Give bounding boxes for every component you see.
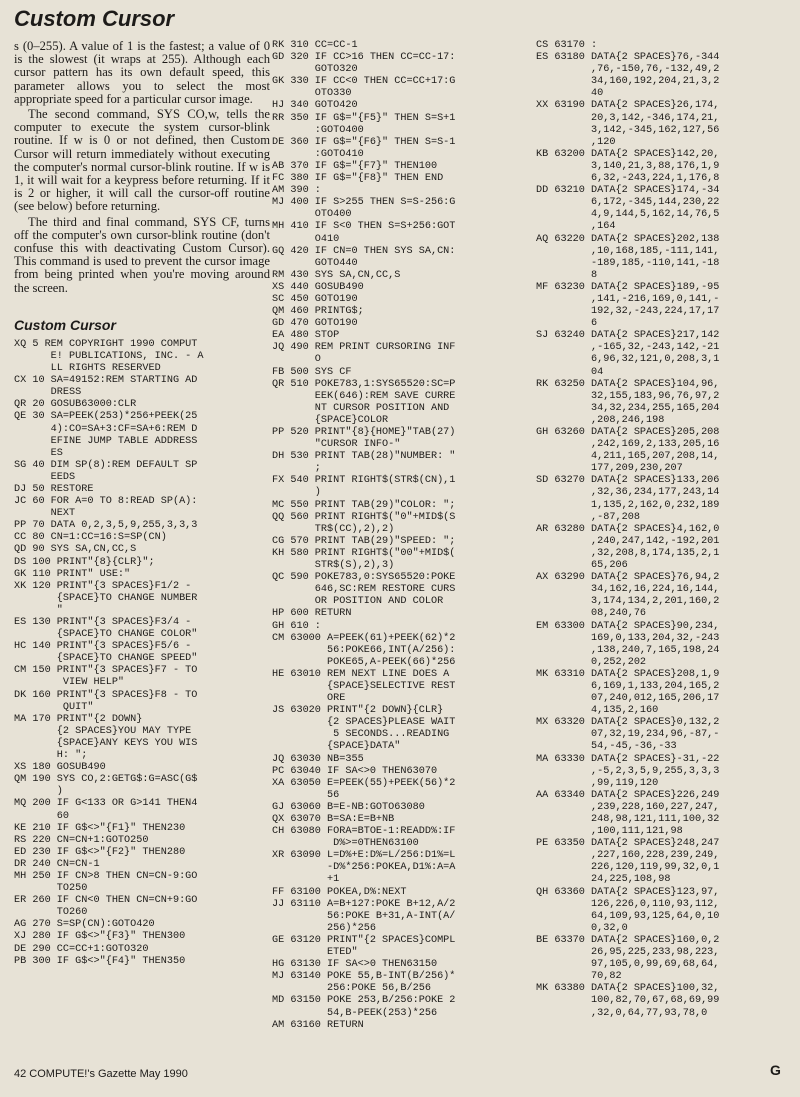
listing-line: 54,B-PEEK(253)*256 bbox=[272, 1007, 438, 1019]
listing-line: 646,SC:REM RESTORE CURS bbox=[272, 584, 456, 596]
listing-line: EEDS bbox=[14, 471, 76, 483]
listing-line: GE 63120 PRINT"{2 SPACES}COMPL bbox=[272, 934, 456, 946]
listing-line: ) bbox=[272, 487, 321, 499]
listing-line: ,32,0,64,77,93,78,0 bbox=[536, 1007, 708, 1019]
listing-line: CM 63000 A=PEEK(61)+PEEK(62)*2 bbox=[272, 632, 456, 644]
listing-line: POKE65,A-PEEK(66)*256 bbox=[272, 656, 456, 668]
listing-line: DS 100 PRINT"{8}{CLR}"; bbox=[14, 556, 155, 568]
listing-line: XK 120 PRINT"{3 SPACES}F1/2 - bbox=[14, 580, 192, 592]
listing-line: 97,105,0,99,69,68,64, bbox=[536, 959, 720, 971]
listing-line: KH 580 PRINT RIGHT$("00"+MID$( bbox=[272, 547, 456, 559]
listing-line: 177,209,230,207 bbox=[536, 463, 683, 475]
listing-line: O410 bbox=[272, 233, 340, 245]
listing-line: GOTO440 bbox=[272, 257, 358, 269]
listing-line: 226,120,119,99,32,0,1 bbox=[536, 862, 720, 874]
listing-line: DJ 50 RESTORE bbox=[14, 483, 94, 495]
listing-line: +1 bbox=[272, 874, 340, 886]
listing-line: CG 570 PRINT TAB(29)"SPEED: "; bbox=[272, 535, 456, 547]
listing-line: OTO330 bbox=[272, 88, 352, 100]
listing-line: 60 bbox=[14, 810, 70, 822]
listing-line: 4,9,144,5,162,14,76,5 bbox=[536, 209, 720, 221]
listing-line: :GOTO400 bbox=[272, 124, 364, 136]
listing-line: " bbox=[14, 604, 63, 616]
listing-line: 32,155,183,96,76,97,2 bbox=[536, 390, 720, 402]
listing-line: QE 30 SA=PEEK(253)*256+PEEK(25 bbox=[14, 411, 198, 423]
listing-line: 4):CO=SA+3:CF=SA+6:REM D bbox=[14, 423, 198, 435]
listing-line: 08,240,76 bbox=[536, 608, 647, 620]
listing-line: QM 460 PRINTG$; bbox=[272, 306, 364, 318]
listing-line: RK 63250 DATA{2 SPACES}104,96, bbox=[536, 378, 720, 390]
listing-line: ES 130 PRINT"{3 SPACES}F3/4 - bbox=[14, 617, 192, 629]
listing-line: MK 63310 DATA{2 SPACES}208,1,9 bbox=[536, 668, 720, 680]
listing-line: 40 bbox=[536, 88, 604, 100]
listing-line: KB 63200 DATA{2 SPACES}142,20, bbox=[536, 148, 720, 160]
listing-line: KE 210 IF G$<>"{F1}" THEN230 bbox=[14, 822, 186, 834]
listing-line: ,141,-216,169,0,141,- bbox=[536, 293, 720, 305]
listing-line: QC 590 POKE783,0:SYS65520:POKE bbox=[272, 572, 456, 584]
listing-line: GH 63260 DATA{2 SPACES}205,208 bbox=[536, 427, 720, 438]
listing-line: JS 63020 PRINT"{2 DOWN}{CLR} bbox=[272, 705, 444, 717]
listing-line: {SPACE}TO CHANGE SPEED" bbox=[14, 653, 198, 665]
listing-line: ES bbox=[14, 447, 63, 459]
column-middle bbox=[272, 40, 534, 1032]
listing-line: AB 370 IF G$="{F7}" THEN100 bbox=[272, 160, 438, 172]
listing-line: 24,225,108,98 bbox=[536, 874, 671, 886]
listing-line: PC 63040 IF SA<>0 THEN63070 bbox=[272, 765, 438, 777]
listing-line: HG 63130 IF SA<>0 THEN63150 bbox=[272, 959, 438, 971]
listing-line: ER 260 IF CN<0 THEN CN=CN+9:GO bbox=[14, 895, 198, 907]
listing-line: ,164 bbox=[536, 221, 616, 233]
article-paragraph: The second command, SYS CO,w, tells the computer to execute the system cursor-blink routine. If w is 0 or not defined, then Custom Cursor will return immediately without executing the computer's normal cursor-blink routine. If w is 1, it will wait for a keypress before returning. If it is 2 or higher, it will call the cursor-off routine (see below) before returning. bbox=[14, 107, 270, 214]
listing-line: ,-165,32,-243,142,-21 bbox=[536, 342, 720, 354]
listing-line: SJ 63240 DATA{2 SPACES}217,142 bbox=[536, 330, 720, 342]
listing-line: 3,140,21,3,88,176,1,9 bbox=[536, 160, 720, 172]
listing-line: D%>=0THEN63100 bbox=[272, 838, 419, 850]
listing-line: O bbox=[272, 354, 321, 366]
article-paragraph: s (0–255). A value of 1 is the fastest; a value of 0 is the slowest (it wraps at 255). Although each cursor pattern has its own default speed, this parameter allows you to select the most appropriate speed for a particular cursor image. bbox=[14, 39, 270, 106]
gazette-mark: G bbox=[770, 1062, 781, 1078]
listing-line: QUIT" bbox=[14, 701, 94, 713]
page-footer: 42 COMPUTE!'s Gazette May 1990 bbox=[14, 1068, 188, 1080]
listing-line: JC 60 FOR A=0 TO 8:READ SP(A): bbox=[14, 496, 198, 508]
listing-line: 56:POKE66,INT(A/256): bbox=[272, 644, 456, 656]
listing-line: EFINE JUMP TABLE ADDRESS bbox=[14, 435, 198, 447]
listing-line: CX 10 SA=49152:REM STARTING AD bbox=[14, 375, 198, 387]
listing-line: CC 80 CN=1:CC=16:S=SP(CN) bbox=[14, 532, 167, 544]
listing-line: "CURSOR INFO-" bbox=[272, 439, 401, 451]
listing-line: ,242,169,2,133,205,16 bbox=[536, 439, 720, 451]
listing-line: 56:POKE B+31,A-INT(A/ bbox=[272, 910, 456, 922]
listing-line: HJ 340 GOTO420 bbox=[272, 100, 358, 112]
listing-line: ,-5,2,3,5,9,255,3,3,3 bbox=[536, 765, 720, 777]
listing-line: DK 160 PRINT"{3 SPACES}F8 - TO bbox=[14, 689, 198, 701]
listing-line: GJ 63060 B=E-NB:GOTO63080 bbox=[272, 801, 425, 813]
listing-line: RR 350 IF G$="{F5}" THEN S=S+1 bbox=[272, 112, 456, 124]
listing-line: 8 bbox=[536, 269, 598, 281]
listing-line: DE 290 CC=CC+1:GOTO320 bbox=[14, 943, 149, 955]
listing-line: {SPACE}DATA" bbox=[272, 741, 401, 753]
listing-line: ,208,246,198 bbox=[536, 414, 665, 426]
listing-line: XR 63090 L=D%+E:D%=L/256:D1%=L bbox=[272, 850, 456, 862]
listing-line: PP 70 DATA 0,2,3,5,9,255,3,3,3 bbox=[14, 520, 198, 532]
listing-line: 256)*256 bbox=[272, 922, 376, 934]
listing-line: SC 450 GOTO190 bbox=[272, 293, 358, 305]
listing-line: ORE bbox=[272, 693, 346, 705]
listing-line: :GOTO410 bbox=[272, 148, 364, 160]
column-left bbox=[14, 40, 270, 968]
listing-line: PB 300 IF G$<>"{F4}" THEN350 bbox=[14, 955, 186, 967]
listing-line: XJ 280 IF G$<>"{F3}" THEN300 bbox=[14, 931, 186, 943]
listing-line: GQ 420 IF CN=0 THEN SYS SA,CN: bbox=[272, 245, 456, 257]
listing-line: ,76,-150,76,-132,49,2 bbox=[536, 64, 720, 76]
listing-line: MJ 63140 POKE 55,B-INT(B/256)* bbox=[272, 971, 456, 983]
listing-line: 65,206 bbox=[536, 560, 628, 572]
listing-line: ,-87,208 bbox=[536, 511, 640, 523]
listing-line: ,10,168,185,-111,141, bbox=[536, 245, 720, 257]
listing-line: DRESS bbox=[14, 387, 82, 399]
listing-line: OR POSITION AND COLOR bbox=[272, 596, 444, 608]
listing-line: CS 63170 : bbox=[536, 40, 598, 51]
column-right bbox=[536, 40, 794, 1020]
listing-line: 5 SECONDS...READING bbox=[272, 729, 450, 741]
listing-line: 70,82 bbox=[536, 971, 622, 983]
listing-line: ETED" bbox=[272, 947, 358, 959]
listing-line: 3,142,-345,162,127,56 bbox=[536, 124, 720, 136]
listing-line: QR 510 POKE783,1:SYS65520:SC=P bbox=[272, 378, 456, 390]
listing-title: Custom Cursor bbox=[14, 316, 116, 333]
article-body bbox=[14, 40, 270, 295]
listing-line: PP 520 PRINT"{8}{HOME}"TAB(27) bbox=[272, 427, 456, 438]
listing-line: ; bbox=[272, 463, 321, 475]
listing-line: PE 63350 DATA{2 SPACES}248,247 bbox=[536, 838, 720, 850]
listing-line: CH 63080 FORA=BTOE-1:READD%:IF bbox=[272, 826, 456, 838]
article-paragraph: The third and final command, SYS CF, turns off the computer's own cursor-blink routine (don't confuse this with deactivating Custom Cursor). This command is used to prevent the cursor image from being printed when you're moving around the screen. bbox=[14, 214, 270, 295]
listing-line: TR$(CC),2),2) bbox=[272, 523, 395, 535]
listing-line: EA 480 STOP bbox=[272, 330, 340, 342]
listing-line: 4,211,165,207,208,14, bbox=[536, 451, 720, 463]
listing-line: HP 600 RETURN bbox=[272, 608, 352, 620]
listing-line: 54,-45,-36,-33 bbox=[536, 741, 677, 753]
program-listing-col2 bbox=[272, 40, 534, 1032]
listing-line: 0,32,0 bbox=[536, 922, 628, 934]
listing-line: FB 500 SYS CF bbox=[272, 366, 352, 378]
listing-line: 64,109,93,125,64,0,10 bbox=[536, 910, 720, 922]
listing-line: GK 110 PRINT" USE:" bbox=[14, 568, 131, 580]
listing-line: 07,240,012,165,206,17 bbox=[536, 693, 720, 705]
listing-line: XQ 5 REM COPYRIGHT 1990 COMPUT bbox=[14, 338, 198, 350]
listing-line: GOTO320 bbox=[272, 64, 358, 76]
listing-line: MQ 200 IF G<133 OR G>141 THEN4 bbox=[14, 798, 198, 810]
listing-line: MF 63230 DATA{2 SPACES}189,-95 bbox=[536, 281, 720, 293]
listing-line: H: "; bbox=[14, 750, 88, 762]
listing-line: JQ 63030 NB=355 bbox=[272, 753, 364, 765]
listing-line: QX 63070 B=SA:E=B+NB bbox=[272, 814, 395, 825]
listing-line: CM 150 PRINT"{3 SPACES}F7 - TO bbox=[14, 665, 198, 677]
listing-line: XS 180 GOSUB490 bbox=[14, 762, 106, 774]
listing-line: RS 220 CN=CN+1:GOTO250 bbox=[14, 834, 149, 846]
listing-line: NEXT bbox=[14, 508, 76, 520]
listing-line: AQ 63220 DATA{2 SPACES}202,138 bbox=[536, 233, 720, 245]
listing-line: -189,185,-110,141,-18 bbox=[536, 257, 720, 269]
listing-line: TO250 bbox=[14, 883, 88, 895]
program-listing-col3 bbox=[536, 40, 794, 1020]
listing-line: 26,95,225,233,98,223, bbox=[536, 947, 720, 959]
listing-line: ,32,208,8,174,135,2,1 bbox=[536, 547, 720, 559]
listing-line: 6,32,-243,224,1,176,8 bbox=[536, 173, 720, 185]
listing-line: AG 270 S=SP(CN):GOTO420 bbox=[14, 919, 155, 931]
listing-line: MA 63330 DATA{2 SPACES}-31,-22 bbox=[536, 753, 720, 765]
listing-line: 126,226,0,110,93,112, bbox=[536, 898, 720, 910]
listing-line: FX 540 PRINT RIGHT$(STR$(CN),1 bbox=[272, 475, 456, 487]
listing-line: AX 63290 DATA{2 SPACES}76,94,2 bbox=[536, 572, 720, 584]
listing-line: STR$(S),2),3) bbox=[272, 560, 395, 572]
listing-line: SD 63270 DATA{2 SPACES}133,206 bbox=[536, 475, 720, 487]
listing-line: {2 SPACES}YOU MAY TYPE bbox=[14, 725, 192, 737]
listing-line: 6,172,-345,144,230,22 bbox=[536, 197, 720, 209]
listing-line: 04 bbox=[536, 366, 604, 378]
listing-line: {SPACE}ANY KEYS YOU WIS bbox=[14, 737, 198, 749]
listing-line: BE 63370 DATA{2 SPACES}160,0,2 bbox=[536, 934, 720, 946]
listing-line: ,239,228,160,227,247, bbox=[536, 801, 720, 813]
listing-line: VIEW HELP" bbox=[14, 677, 125, 689]
listing-line: 256:POKE 56,B/256 bbox=[272, 983, 431, 995]
listing-line: MD 63150 POKE 253,B/256:POKE 2 bbox=[272, 995, 456, 1007]
listing-line: FC 380 IF G$="{F8}" THEN END bbox=[272, 173, 444, 185]
listing-line: {SPACE}COLOR bbox=[272, 414, 389, 426]
listing-line: 100,82,70,67,68,69,99 bbox=[536, 995, 720, 1007]
listing-line: MK 63380 DATA{2 SPACES}100,32, bbox=[536, 983, 720, 995]
listing-line: QQ 560 PRINT RIGHT$("0"+MID$(S bbox=[272, 511, 456, 523]
listing-line: GH 610 : bbox=[272, 620, 321, 632]
listing-line: MA 170 PRINT"{2 DOWN} bbox=[14, 713, 143, 725]
listing-line: 169,0,133,204,32,-243 bbox=[536, 632, 720, 644]
listing-line: QH 63360 DATA{2 SPACES}123,97, bbox=[536, 886, 720, 898]
listing-line: 56 bbox=[272, 789, 340, 801]
listing-line: DE 360 IF G$="{F6}" THEN S=S-1 bbox=[272, 136, 456, 148]
listing-line: MC 550 PRINT TAB(29)"COLOR: "; bbox=[272, 499, 456, 511]
listing-line: RM 430 SYS SA,CN,CC,S bbox=[272, 269, 401, 281]
listing-line: ,120 bbox=[536, 136, 616, 148]
listing-line: JQ 490 REM PRINT CURSORING INF bbox=[272, 342, 456, 354]
listing-line: 34,32,234,255,165,204 bbox=[536, 402, 720, 414]
listing-line: ES 63180 DATA{2 SPACES}76,-344 bbox=[536, 52, 720, 64]
listing-line: 34,162,16,224,16,144, bbox=[536, 584, 720, 596]
listing-line: -D%*256:POKEA,D1%:A=A bbox=[272, 862, 456, 874]
listing-line: ,240,247,142,-192,201 bbox=[536, 535, 720, 547]
listing-line: AM 390 : bbox=[272, 185, 321, 197]
listing-line: DR 240 CN=CN-1 bbox=[14, 858, 100, 870]
listing-line: 192,32,-243,224,17,17 bbox=[536, 306, 720, 318]
listing-line: DH 530 PRINT TAB(28)"NUMBER: " bbox=[272, 451, 456, 463]
listing-line: DD 63210 DATA{2 SPACES}174,-34 bbox=[536, 185, 720, 197]
listing-line: 248,98,121,111,100,32 bbox=[536, 814, 720, 825]
listing-line: {SPACE}TO CHANGE NUMBER bbox=[14, 592, 198, 604]
listing-line: 07,32,19,234,96,-87,- bbox=[536, 729, 720, 741]
listing-line: MH 250 IF CN>8 THEN CN=CN-9:GO bbox=[14, 870, 198, 882]
listing-line: QD 90 SYS SA,CN,CC,S bbox=[14, 544, 137, 556]
listing-line: QM 190 SYS CO,2:GETG$:G=ASC(G$ bbox=[14, 774, 198, 786]
listing-line: E! PUBLICATIONS, INC. - A bbox=[14, 350, 204, 362]
listing-line: HE 63010 REM NEXT LINE DOES A bbox=[272, 668, 450, 680]
listing-line: ED 230 IF G$<>"{F2}" THEN280 bbox=[14, 846, 186, 858]
listing-line: ,138,240,7,165,198,24 bbox=[536, 644, 720, 656]
listing-line: OTO400 bbox=[272, 209, 352, 221]
listing-line: ) bbox=[14, 786, 63, 798]
listing-line: GK 330 IF CC<0 THEN CC=CC+17:G bbox=[272, 76, 456, 88]
listing-line: GD 320 IF CC>16 THEN CC=CC-17: bbox=[272, 52, 456, 64]
listing-line: 20,3,142,-346,174,21, bbox=[536, 112, 720, 124]
listing-line: FF 63100 POKEA,D%:NEXT bbox=[272, 886, 407, 898]
listing-line: {SPACE}SELECTIVE REST bbox=[272, 680, 456, 692]
listing-line: ,32,36,234,177,243,14 bbox=[536, 487, 720, 499]
listing-line: NT CURSOR POSITION AND bbox=[272, 402, 450, 414]
listing-line: MH 410 IF S<0 THEN S=S+256:GOT bbox=[272, 221, 456, 233]
listing-line: XS 440 GOSUB490 bbox=[272, 281, 364, 293]
listing-line: AM 63160 RETURN bbox=[272, 1019, 364, 1031]
listing-line: ,227,160,228,239,249, bbox=[536, 850, 720, 862]
listing-line: XA 63050 E=PEEK(55)+PEEK(56)*2 bbox=[272, 777, 456, 789]
listing-line: ,100,111,121,98 bbox=[536, 826, 683, 838]
listing-line: QR 20 GOSUB63000:CLR bbox=[14, 399, 137, 411]
program-listing-col1 bbox=[14, 339, 270, 968]
listing-line: AR 63280 DATA{2 SPACES}4,162,0 bbox=[536, 523, 720, 535]
listing-line: JJ 63110 A=B+127:POKE B+12,A/2 bbox=[272, 898, 456, 910]
listing-line: HC 140 PRINT"{3 SPACES}F5/6 - bbox=[14, 641, 192, 653]
listing-line: {SPACE}TO CHANGE COLOR" bbox=[14, 629, 198, 641]
listing-line: SG 40 DIM SP(8):REM DEFAULT SP bbox=[14, 459, 198, 471]
listing-line: 34,160,192,204,21,3,2 bbox=[536, 76, 720, 88]
listing-line: MJ 400 IF S>255 THEN S=S-256:G bbox=[272, 197, 456, 209]
listing-line: ,99,119,120 bbox=[536, 777, 659, 789]
listing-line: LL RIGHTS RESERVED bbox=[14, 363, 161, 375]
listing-line: XX 63190 DATA{2 SPACES}26,174, bbox=[536, 100, 720, 112]
page-header-title: Custom Cursor bbox=[14, 6, 175, 31]
listing-line: 0,252,202 bbox=[536, 656, 647, 668]
listing-line: 6,169,1,133,204,165,2 bbox=[536, 680, 720, 692]
listing-line: {2 SPACES}PLEASE WAIT bbox=[272, 717, 456, 729]
listing-line: 6,96,32,121,0,208,3,1 bbox=[536, 354, 720, 366]
listing-line: GD 470 GOTO190 bbox=[272, 318, 358, 330]
listing-line: MX 63320 DATA{2 SPACES}0,132,2 bbox=[536, 717, 720, 729]
listing-line: RK 310 CC=CC-1 bbox=[272, 40, 358, 51]
listing-line: 3,174,134,2,201,160,2 bbox=[536, 596, 720, 608]
listing-line: 1,135,2,162,0,232,189 bbox=[536, 499, 720, 511]
listing-line: EM 63300 DATA{2 SPACES}90,234, bbox=[536, 620, 720, 632]
listing-line: AA 63340 DATA{2 SPACES}226,249 bbox=[536, 789, 720, 801]
listing-line: 6 bbox=[536, 318, 598, 330]
listing-line: TO260 bbox=[14, 907, 88, 919]
listing-line: 4,135,2,160 bbox=[536, 705, 659, 717]
listing-line: EEK(646):REM SAVE CURRE bbox=[272, 390, 456, 402]
